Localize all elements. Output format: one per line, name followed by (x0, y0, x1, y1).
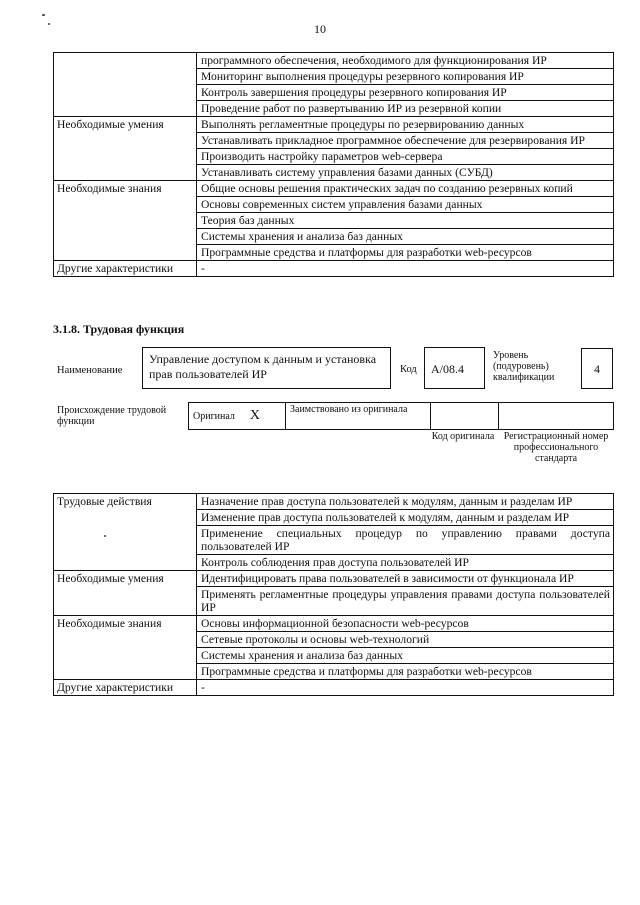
item-cell: Устанавливать прикладное программное обеспечение для резервирования ИР (197, 133, 614, 149)
item-cell: Устанавливать систему управления базами данных (СУБД) (197, 165, 614, 181)
table-row (54, 680, 614, 696)
original-label: Оригинал (193, 411, 235, 422)
item-cell: Основы современных систем управления базами данных (197, 197, 614, 213)
origin-table (188, 402, 614, 430)
table-row (54, 616, 614, 632)
group-label-cell: Необходимые знания (54, 616, 197, 680)
table-row (54, 571, 614, 587)
table-row (54, 181, 614, 197)
code-label: Код (400, 364, 417, 375)
item-cell: Контроль завершения процедуры резервного копирования ИР (197, 85, 614, 101)
page-number: 10 (314, 22, 326, 36)
origin-code-cell (431, 403, 499, 430)
item-cell: Идентифицировать права пользователей в зависимости от функционала ИР (197, 571, 614, 587)
name-value: Управление доступом к данным и установка прав пользователей ИР (149, 352, 377, 381)
table-row (54, 117, 614, 133)
original-mark: X (249, 408, 260, 423)
competency-table-2 (53, 493, 614, 696)
scan-speck (42, 14, 45, 16)
item-cell: Программные средства и платформы для разработки web-ресурсов (197, 245, 614, 261)
item-cell: - (197, 261, 614, 277)
table-row (54, 494, 614, 510)
group-label-cell: Трудовые действия (54, 494, 197, 571)
code-caption: Код оригинала (431, 431, 495, 442)
item-cell: Сетевые протоколы и основы web-технологий (197, 632, 614, 648)
item-cell: Системы хранения и анализа баз данных (197, 229, 614, 245)
table-row (54, 261, 614, 277)
level-value: 4 (594, 362, 600, 376)
origin-original-cell (189, 403, 286, 430)
item-cell: Применение специальных процедур по управлению правами доступа пользователей ИР (197, 526, 614, 555)
level-label: Уровень (подуровень) квалификации (493, 350, 555, 383)
table-row (54, 53, 614, 69)
item-cell: Основы информационной безопасности web-ресурсов (197, 616, 614, 632)
item-cell: Выполнять регламентные процедуры по резервированию данных (197, 117, 614, 133)
borrowed-label: Заимствовано из оригинала (290, 404, 408, 415)
item-cell: Системы хранения и анализа баз данных (197, 648, 614, 664)
item-cell: Контроль соблюдения прав доступа пользователей ИР (197, 555, 614, 571)
group-label-cell: Другие характеристики (54, 680, 197, 696)
item-cell: Производить настройку параметров web-сервера (197, 149, 614, 165)
table2-body (54, 494, 614, 696)
reg-caption: Регистрационный номер профессионального стандарта (503, 431, 609, 464)
group-label-cell (54, 53, 197, 117)
item-cell: Применять регламентные процедуры управления правами доступа пользователей ИР (197, 587, 614, 616)
group-label-cell: Другие характеристики (54, 261, 197, 277)
item-cell: Назначение прав доступа пользователей к модулям, данным и разделам ИР (197, 494, 614, 510)
name-label: Наименование (57, 365, 123, 376)
item-cell: программного обеспечения, необходимого для функционирования ИР (197, 53, 614, 69)
group-label-cell: Необходимые знания (54, 181, 197, 261)
origin-label: Происхождение трудовой функции (57, 405, 167, 427)
item-cell: Программные средства и платформы для разработки web-ресурсов (197, 664, 614, 680)
item-cell: Общие основы решения практических задач по созданию резервных копий (197, 181, 614, 197)
item-cell: Мониторинг выполнения процедуры резервного копирования ИР (197, 69, 614, 85)
origin-reg-cell (499, 403, 614, 430)
item-cell: Изменение прав доступа пользователей к модулям, данным и разделам ИР (197, 510, 614, 526)
section-title: 3.1.8. Трудовая функция (53, 322, 185, 336)
competency-table-1 (53, 52, 614, 277)
item-cell: - (197, 680, 614, 696)
group-label-cell: Необходимые умения (54, 117, 197, 181)
item-cell: Проведение работ по развертыванию ИР из резервной копии (197, 101, 614, 117)
table1-body (54, 53, 614, 277)
origin-borrowed-cell (286, 403, 431, 430)
code-value: A/08.4 (431, 362, 464, 376)
item-cell: Теория баз данных (197, 213, 614, 229)
group-label-cell: Необходимые умения (54, 571, 197, 616)
